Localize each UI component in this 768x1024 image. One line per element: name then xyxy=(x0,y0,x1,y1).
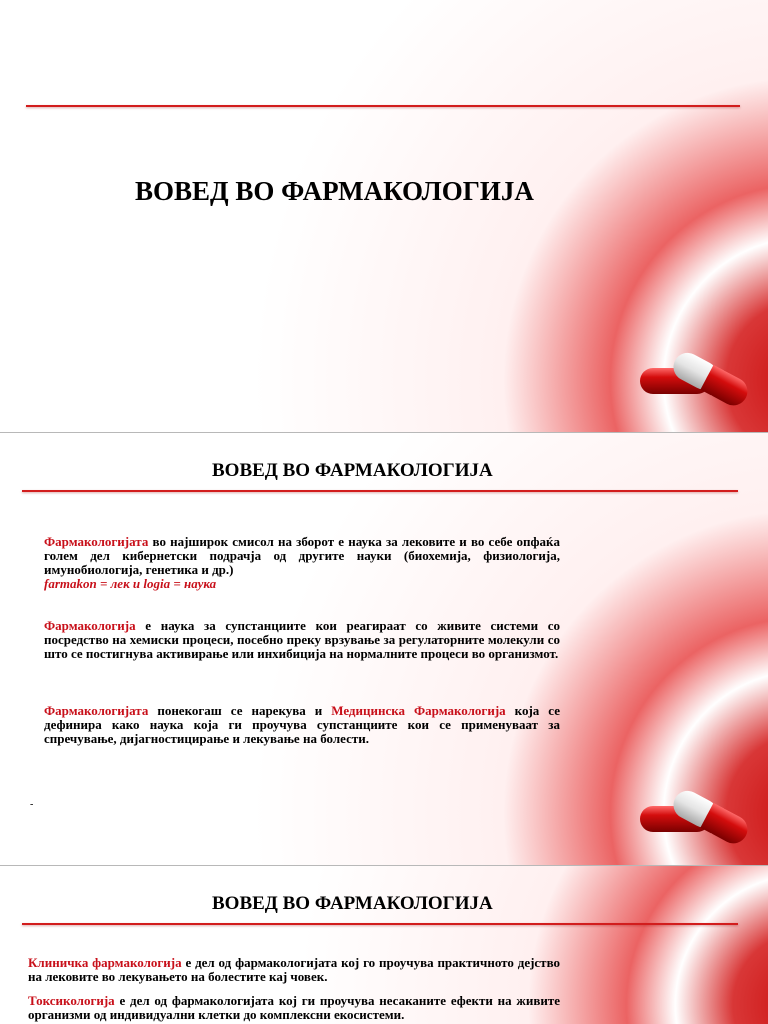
slide-title: ВОВЕД ВО ФАРМАКОЛОГИЈА xyxy=(212,893,493,914)
paragraph-pharmacology-science xyxy=(44,619,560,661)
etymology-note: farmakon = лек и logia = наука xyxy=(44,576,217,591)
slide-2 xyxy=(0,433,768,865)
term-highlight: Клиничка фармакологија xyxy=(28,955,182,970)
paragraph-text: е наука за супстанциите кои реагираат со живите системи со посредство на хемиски процеси, посебно преку врзување за регулаторните молекули со што се постигнува активирање или инхибиција на нормалните процеси во организмот. xyxy=(44,618,560,661)
slide-3 xyxy=(0,866,768,1024)
pill-capsule-icon xyxy=(636,783,754,849)
header-rule xyxy=(22,923,738,925)
term-highlight: Медицинска Фармакологија xyxy=(331,703,506,718)
pill-capsule-icon xyxy=(636,345,754,411)
slide-title: ВОВЕД ВО ФАРМАКОЛОГИЈА xyxy=(212,460,493,481)
term-highlight: Фармакологијата xyxy=(44,703,149,718)
term-highlight: Токсикологија xyxy=(28,993,115,1008)
paragraph-pharmacology-definition xyxy=(44,535,560,591)
paragraph-text: која се дефинира како наука која ги проучува супстанциите кои се применуваат за спречување, дијагностицирање и лекување на болести. xyxy=(44,703,560,746)
term-highlight: Фармакологија xyxy=(44,618,136,633)
paragraph-text: е дел од фармакологијата кој го проучува практичното дејство на лековите во лекувањето на болестите кај човек. xyxy=(28,955,561,984)
slide-1 xyxy=(0,0,768,432)
paragraph-toxicology xyxy=(28,994,560,1022)
slide-title: ВОВЕД ВО ФАРМАКОЛОГИЈА xyxy=(135,176,534,206)
header-rule xyxy=(22,490,738,492)
paragraph-medical-pharmacology xyxy=(44,704,560,746)
paragraph-text: во најширок смисол на зборот е наука за лековите и во себе опфаќа голем дел кибернетски подрачја од другите науки (биохемија, физиологија, имунобиологија, генетика и др.) xyxy=(44,534,560,577)
paragraph-clinical-pharmacology xyxy=(28,956,560,984)
term-highlight: Фармакологијата xyxy=(44,534,149,549)
stray-mark: - xyxy=(30,799,34,810)
paragraph-text: е дел од фармакологијата кој ги проучува несаканите ефекти на живите организми од индивидуални клетки до комплексни екосистеми. xyxy=(28,993,560,1022)
header-rule xyxy=(26,105,740,107)
paragraph-text: понекогаш се нарекува и xyxy=(148,703,332,718)
